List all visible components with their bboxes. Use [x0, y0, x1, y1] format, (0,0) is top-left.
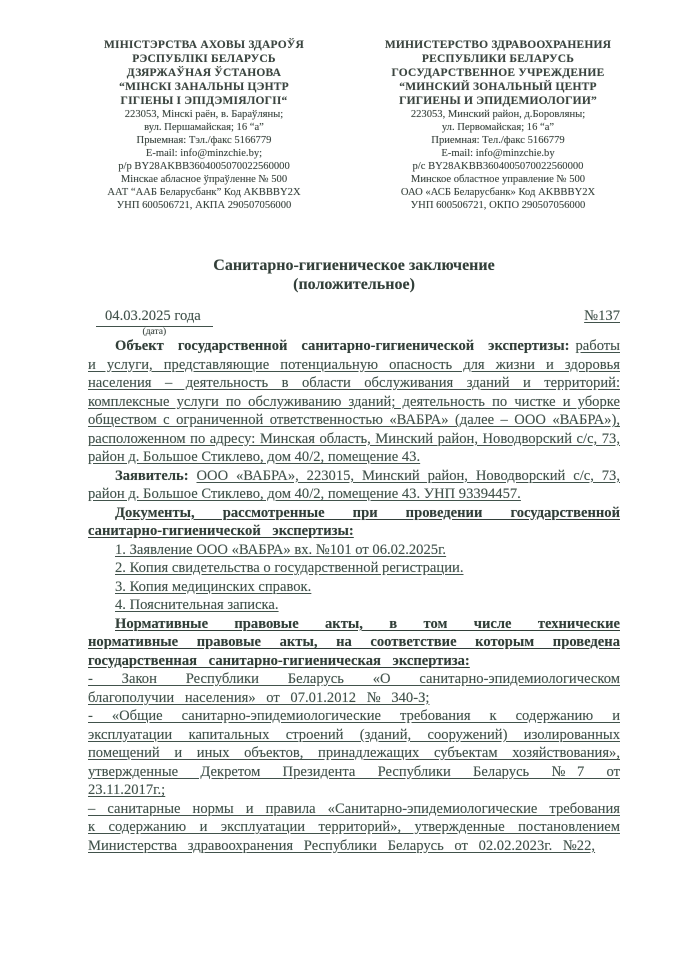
normative-item [88, 800, 620, 856]
letterhead-left [70, 38, 338, 212]
org-name-line: ГОСУДАРСТВЕННОЕ УЧРЕЖДЕНИЕ [391, 67, 605, 79]
title-line-2: (положительное) [293, 276, 415, 293]
org-address-line: вул. Першамайская; 16 “а” [144, 122, 264, 133]
org-email-line: E-mail: info@minzchie.by [441, 148, 555, 159]
list-item: 1. Заявление ООО «ВАБРА» вх. №101 от 06.02.2025г. [115, 541, 447, 558]
date-block [96, 307, 213, 338]
date-number-row [88, 307, 620, 337]
org-name-line: ГІГІЕНЫ І ЭПІДЭМІЯЛОГІІ“ [120, 95, 288, 107]
org-phone-line: Приемная: Тел./факс 5166779 [431, 135, 565, 146]
org-name-line: “МІНСКІ ЗАНАЛЬНЫ ЦЭНТР [119, 81, 289, 93]
org-name-line: ГИГИЕНЫ И ЭПИДЕМИОЛОГИИ” [399, 95, 597, 107]
org-name-line: РЭСПУБЛІКІ БЕЛАРУСЬ [132, 53, 276, 65]
object-paragraph [88, 337, 620, 467]
document-number: №137 [584, 308, 620, 324]
documents-heading [88, 504, 620, 541]
date-caption: (дата) [142, 327, 167, 337]
org-name-line: РЕСПУБЛИКИ БЕЛАРУСЬ [421, 53, 575, 65]
org-ids-line: УНП 600506721, ОКПО 290507056000 [410, 200, 586, 211]
applicant-paragraph [88, 467, 620, 504]
normative-item [88, 670, 620, 707]
normative-heading [88, 615, 620, 671]
object-text: работы и услуги, представляющие потенциальную опасность для жизни и здоровья населения – деятельность в области обслуживания зданий и территорий: комплексные услуги по обслуживанию зданий; деятельность по чистке и уборке обществом с ограниченной ответственностью «ВАБРА» (далее – ООО «ВАБРА»), расположенном по адресу: Минская область, Минский район, Новодворский с/с, 73, район д. Большое Стиклево, дом 40/2, помещение 43. [88, 338, 620, 465]
applicant-label: Заявитель: [115, 467, 189, 484]
org-name-line: МІНІСТЭРСТВА АХОВЫ ЗДАРОЎЯ [103, 39, 305, 51]
org-ids-line: УНП 600506721, АКПА 290507056000 [116, 200, 292, 211]
normative-heading-text: Нормативные правовые акты, в том числе технические нормативные правовые акты, на соответствие которым проведена государственная санитарно-гигиеническая экспертиза: [88, 615, 620, 669]
org-email-line: E-mail: info@minzchie.by; [145, 148, 263, 159]
object-label: Объект государственной санитарно-гигиенической экспертизы: [115, 338, 570, 354]
org-account-line: р/с BY28AKBB3604005070022560000 [412, 161, 584, 172]
list-item: 4. Пояснительная записка. [115, 597, 279, 613]
document-body [0, 256, 678, 855]
documents-list [115, 541, 620, 615]
org-bank-line: ОАО «АСБ Беларусбанк» Код AKBBBY2X [400, 187, 596, 198]
title-line-1: Санитарно-гигиеническое заключение [213, 257, 495, 274]
org-address-line: 223053, Минский район, д.Боровляны; [410, 109, 586, 120]
date-value: 04.03.2025 года [96, 308, 213, 327]
document-title [88, 256, 620, 294]
applicant-text: ООО «ВАБРА», 223015, Минский район, Новодворский с/с, 73, район д. Большое Стиклево, дом 40/2, помещение 43. УНП 93394457. [88, 467, 620, 502]
org-phone-line: Прыемная: Тэл./факс 5166779 [136, 135, 272, 146]
org-bank-line: ААТ “ААБ Беларусбанк” Код AKBBBY2X [107, 187, 301, 198]
letterhead-right [364, 38, 632, 212]
org-bank-line: Минское областное управление № 500 [410, 174, 586, 185]
list-item: 3. Копия медицинских справок. [115, 578, 312, 595]
list-item: 2. Копия свидетельства о государственной регистрации. [115, 560, 464, 576]
org-bank-line: Мінскае абласное ўпраўленне № 500 [120, 174, 288, 185]
normative-item-text: - Закон Республики Беларусь «О санитарно-эпидемиологическом благополучии населения» от 07.01.2012 № 340-З; [88, 671, 620, 706]
org-account-line: р/р BY28AKBB3604005070022560000 [118, 161, 290, 172]
normative-item-text: - «Общие санитарно-эпидемиологические требования к содержанию и эксплуатации капитальных строений (зданий, сооружений) изолированных помещений и иных объектов, принадлежащих субъектам хозяйствования», утвержденные Декретом Президента Республики Беларусь №7 от 23.11.2017г.; [88, 708, 620, 798]
documents-heading-text: Документы, рассмотренные при проведении государственной санитарно-гигиенической экспертизы: [88, 504, 620, 539]
normative-item [88, 707, 620, 800]
org-address-line: ул. Первомайская; 16 “а” [441, 122, 555, 133]
letterhead [0, 0, 678, 212]
org-address-line: 223053, Мінскі раён, в. Бараўляны; [124, 109, 284, 120]
org-name-line: ДЗЯРЖАЎНАЯ ЎСТАНОВА [126, 67, 282, 79]
org-name-line: МИНИСТЕРСТВО ЗДРАВООХРАНЕНИЯ [384, 39, 612, 51]
org-name-line: “МИНСКИЙ ЗОНАЛЬНЫЙ ЦЕНТР [399, 81, 597, 93]
normative-item-text: – санитарные нормы и правила «Санитарно-эпидемиологические требования к содержанию и эксплуатации территорий», утвержденные постановлением Министерства здравоохранения Республики Беларусь от 02.02.2023г. №22, [88, 800, 620, 854]
